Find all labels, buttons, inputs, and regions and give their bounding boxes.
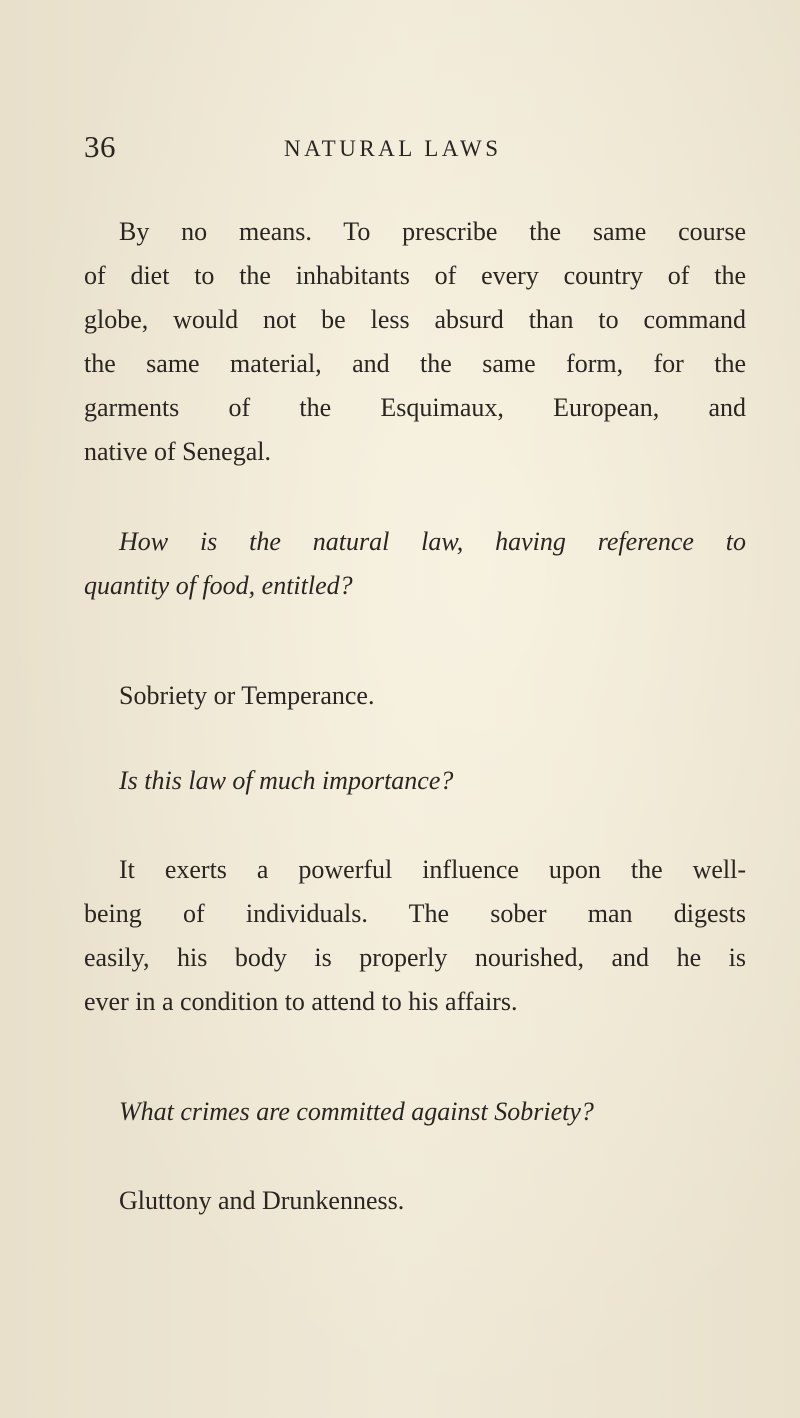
text-line: globe, would not be less absurd than to command [84, 305, 746, 334]
answer-paragraph-diet [84, 210, 746, 474]
text-line: quantity of food, entitled? [84, 571, 353, 600]
question-importance [84, 759, 746, 803]
text-line: easily, his body is properly nourished, and he is [84, 943, 746, 972]
page-header [84, 127, 744, 167]
answer-sobriety [84, 674, 746, 718]
page-number: 36 [84, 129, 116, 164]
text-line: It exerts a powerful influence upon the well- [119, 855, 746, 884]
text-line: the same material, and the same form, for the [84, 349, 746, 378]
answer-gluttony [84, 1179, 746, 1223]
text-line: native of Senegal. [84, 437, 271, 466]
question-crimes [84, 1090, 746, 1134]
text-line: garments of the Esquimaux, European, and [84, 393, 746, 422]
text-line: of diet to the inhabitants of every country of the [84, 261, 746, 290]
text-line: What crimes are committed against Sobriety? [119, 1097, 594, 1126]
text-line: How is the natural law, having reference to [119, 527, 746, 556]
text-line: By no means. To prescribe the same course [119, 217, 746, 246]
question-natural-law-quantity [84, 520, 746, 608]
text-line: Is this law of much importance? [119, 766, 454, 795]
answer-influence [84, 848, 746, 1024]
running-title: NATURAL LAWS [284, 136, 502, 161]
text-line: ever in a condition to attend to his affairs. [84, 987, 518, 1016]
text-line: Gluttony and Drunkenness. [119, 1186, 405, 1215]
text-line: Sobriety or Temperance. [119, 681, 375, 710]
text-line: being of individuals. The sober man digests [84, 899, 746, 928]
